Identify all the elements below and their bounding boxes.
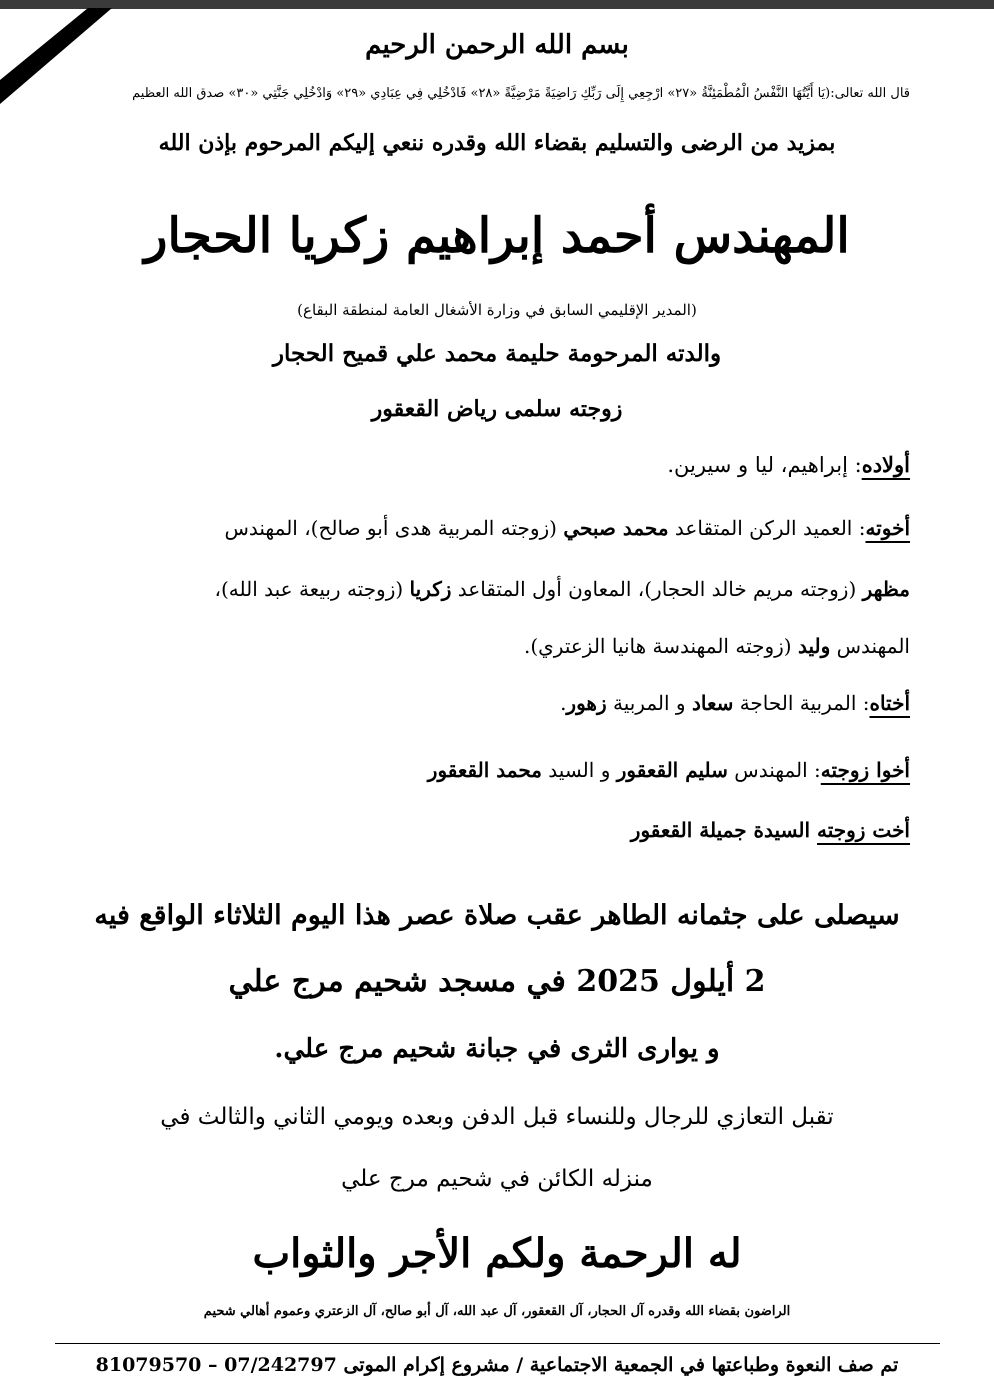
brothers-line-3 bbox=[524, 634, 910, 658]
children-names: : إبراهيم، ليا و سيرين. bbox=[667, 453, 862, 477]
children-line bbox=[667, 452, 910, 477]
brothers-text: المهندس bbox=[830, 634, 910, 658]
brother-name: زكريا bbox=[409, 577, 452, 601]
quran-verse: قال الله تعالى:(يَا أَيَّتُهَا النَّفْسُ الْمُطْمَئِنَّةُ «٢٧» ارْجِعِي إِلَى رَبِّكِ رَاضِيَةً مَرْضِيَّةً «٢٨» فَادْخُلِي فِي عِبَادِي «٢٩» وَادْخُلِي جَنَّتِي «٣٠» صدق الله العظيم bbox=[132, 86, 910, 101]
intro-text: بمزيد من الرضى والتسليم بقضاء الله وقدره ننعي إليكم المرحوم بإذن الله bbox=[158, 130, 836, 156]
mother-line: والدته المرحومة حليمة محمد علي قميح الحجار bbox=[272, 340, 722, 367]
prayer-line-1: سيصلى على جثمانه الطاهر عقب صلاة عصر هذا اليوم الثلاثاء الواقع فيه bbox=[94, 900, 900, 931]
brother-name: وليد bbox=[797, 634, 831, 658]
wife-sister-label: أخت زوجته bbox=[817, 818, 910, 842]
brothers-text: (زوجته المربية هدى أبو صالح)، المهندس bbox=[224, 516, 564, 540]
sisters-text: و المربية bbox=[606, 691, 692, 715]
footer-divider bbox=[55, 1343, 940, 1344]
deceased-name: المهندس أحمد إبراهيم زكريا الحجار bbox=[144, 208, 850, 264]
sisters-text: : المربية الحاجة bbox=[733, 691, 870, 715]
basmala: بسم الله الرحمن الرحيم bbox=[365, 30, 629, 60]
mourners-line: الراضون بقضاء الله وقدره آل الحجار، آل القعقور، آل عبد الله، آل أبو صالح، آل الزعتري وعموم أهالي شحيم bbox=[203, 1304, 791, 1319]
wife-brothers-text: : المهندس bbox=[727, 758, 821, 782]
brothers-text: (زوجته المهندسة هانيا الزعتري). bbox=[523, 634, 798, 658]
condolences-line-2: منزله الكائن في شحيم مرج علي bbox=[341, 1166, 653, 1192]
brothers-text: : العميد الركن المتقاعد bbox=[668, 516, 866, 540]
children-label: أولاده bbox=[861, 452, 910, 477]
wife-brother-name: سليم القعقور bbox=[616, 758, 728, 782]
brother-name: مظهر bbox=[862, 577, 910, 601]
wife-brothers-label: أخوا زوجته bbox=[820, 758, 910, 782]
brothers-text: (زوجته مريم خالد الحجار)، المعاون أول المتقاعد bbox=[451, 577, 863, 601]
sisters-line bbox=[560, 691, 910, 715]
footer-text: تم صف النعوة وطباعتها في الجمعية الاجتماعية / مشروع إكرام الموتى 07/242797 – 81079570 bbox=[95, 1354, 899, 1376]
sister-name: سعاد bbox=[691, 691, 734, 715]
wife-sister-line bbox=[631, 818, 910, 842]
brother-name: محمد صبحي bbox=[563, 516, 669, 540]
sisters-text: . bbox=[560, 691, 567, 715]
brothers-label: أخوته bbox=[865, 516, 910, 540]
closing-phrase: له الرحمة ولكم الأجر والثواب bbox=[252, 1230, 742, 1277]
wife-sister-name: السيدة جميلة القعقور bbox=[630, 818, 818, 842]
prayer-line-3: و يوارى الثرى في جبانة شحيم مرج علي. bbox=[274, 1034, 720, 1064]
brothers-text: (زوجته ربيعة عبد الله)، bbox=[214, 577, 410, 601]
top-bar bbox=[0, 0, 994, 9]
deceased-position: (المدير الإقليمي السابق في وزارة الأشغال العامة لمنطقة البقاع) bbox=[297, 301, 697, 319]
wife-brother-name: محمد القعقور bbox=[427, 758, 542, 782]
brothers-line-1 bbox=[224, 516, 910, 540]
sister-name: زهور bbox=[566, 691, 607, 715]
condolences-line-1: تقبل التعازي للرجال وللنساء قبل الدفن وبعده ويومي الثاني والثالث في bbox=[160, 1104, 834, 1130]
wife-brothers-text: و السيد bbox=[541, 758, 617, 782]
prayer-line-2: 2 أيلول 2025 في مسجد شحيم مرج علي bbox=[228, 964, 766, 999]
mourning-ribbon bbox=[0, 0, 130, 120]
sisters-label: أختاه bbox=[869, 691, 910, 715]
brothers-line-2 bbox=[215, 577, 910, 601]
wife-brothers-line bbox=[428, 758, 910, 782]
wife-line: زوجته سلمى رياض القعقور bbox=[371, 396, 623, 422]
